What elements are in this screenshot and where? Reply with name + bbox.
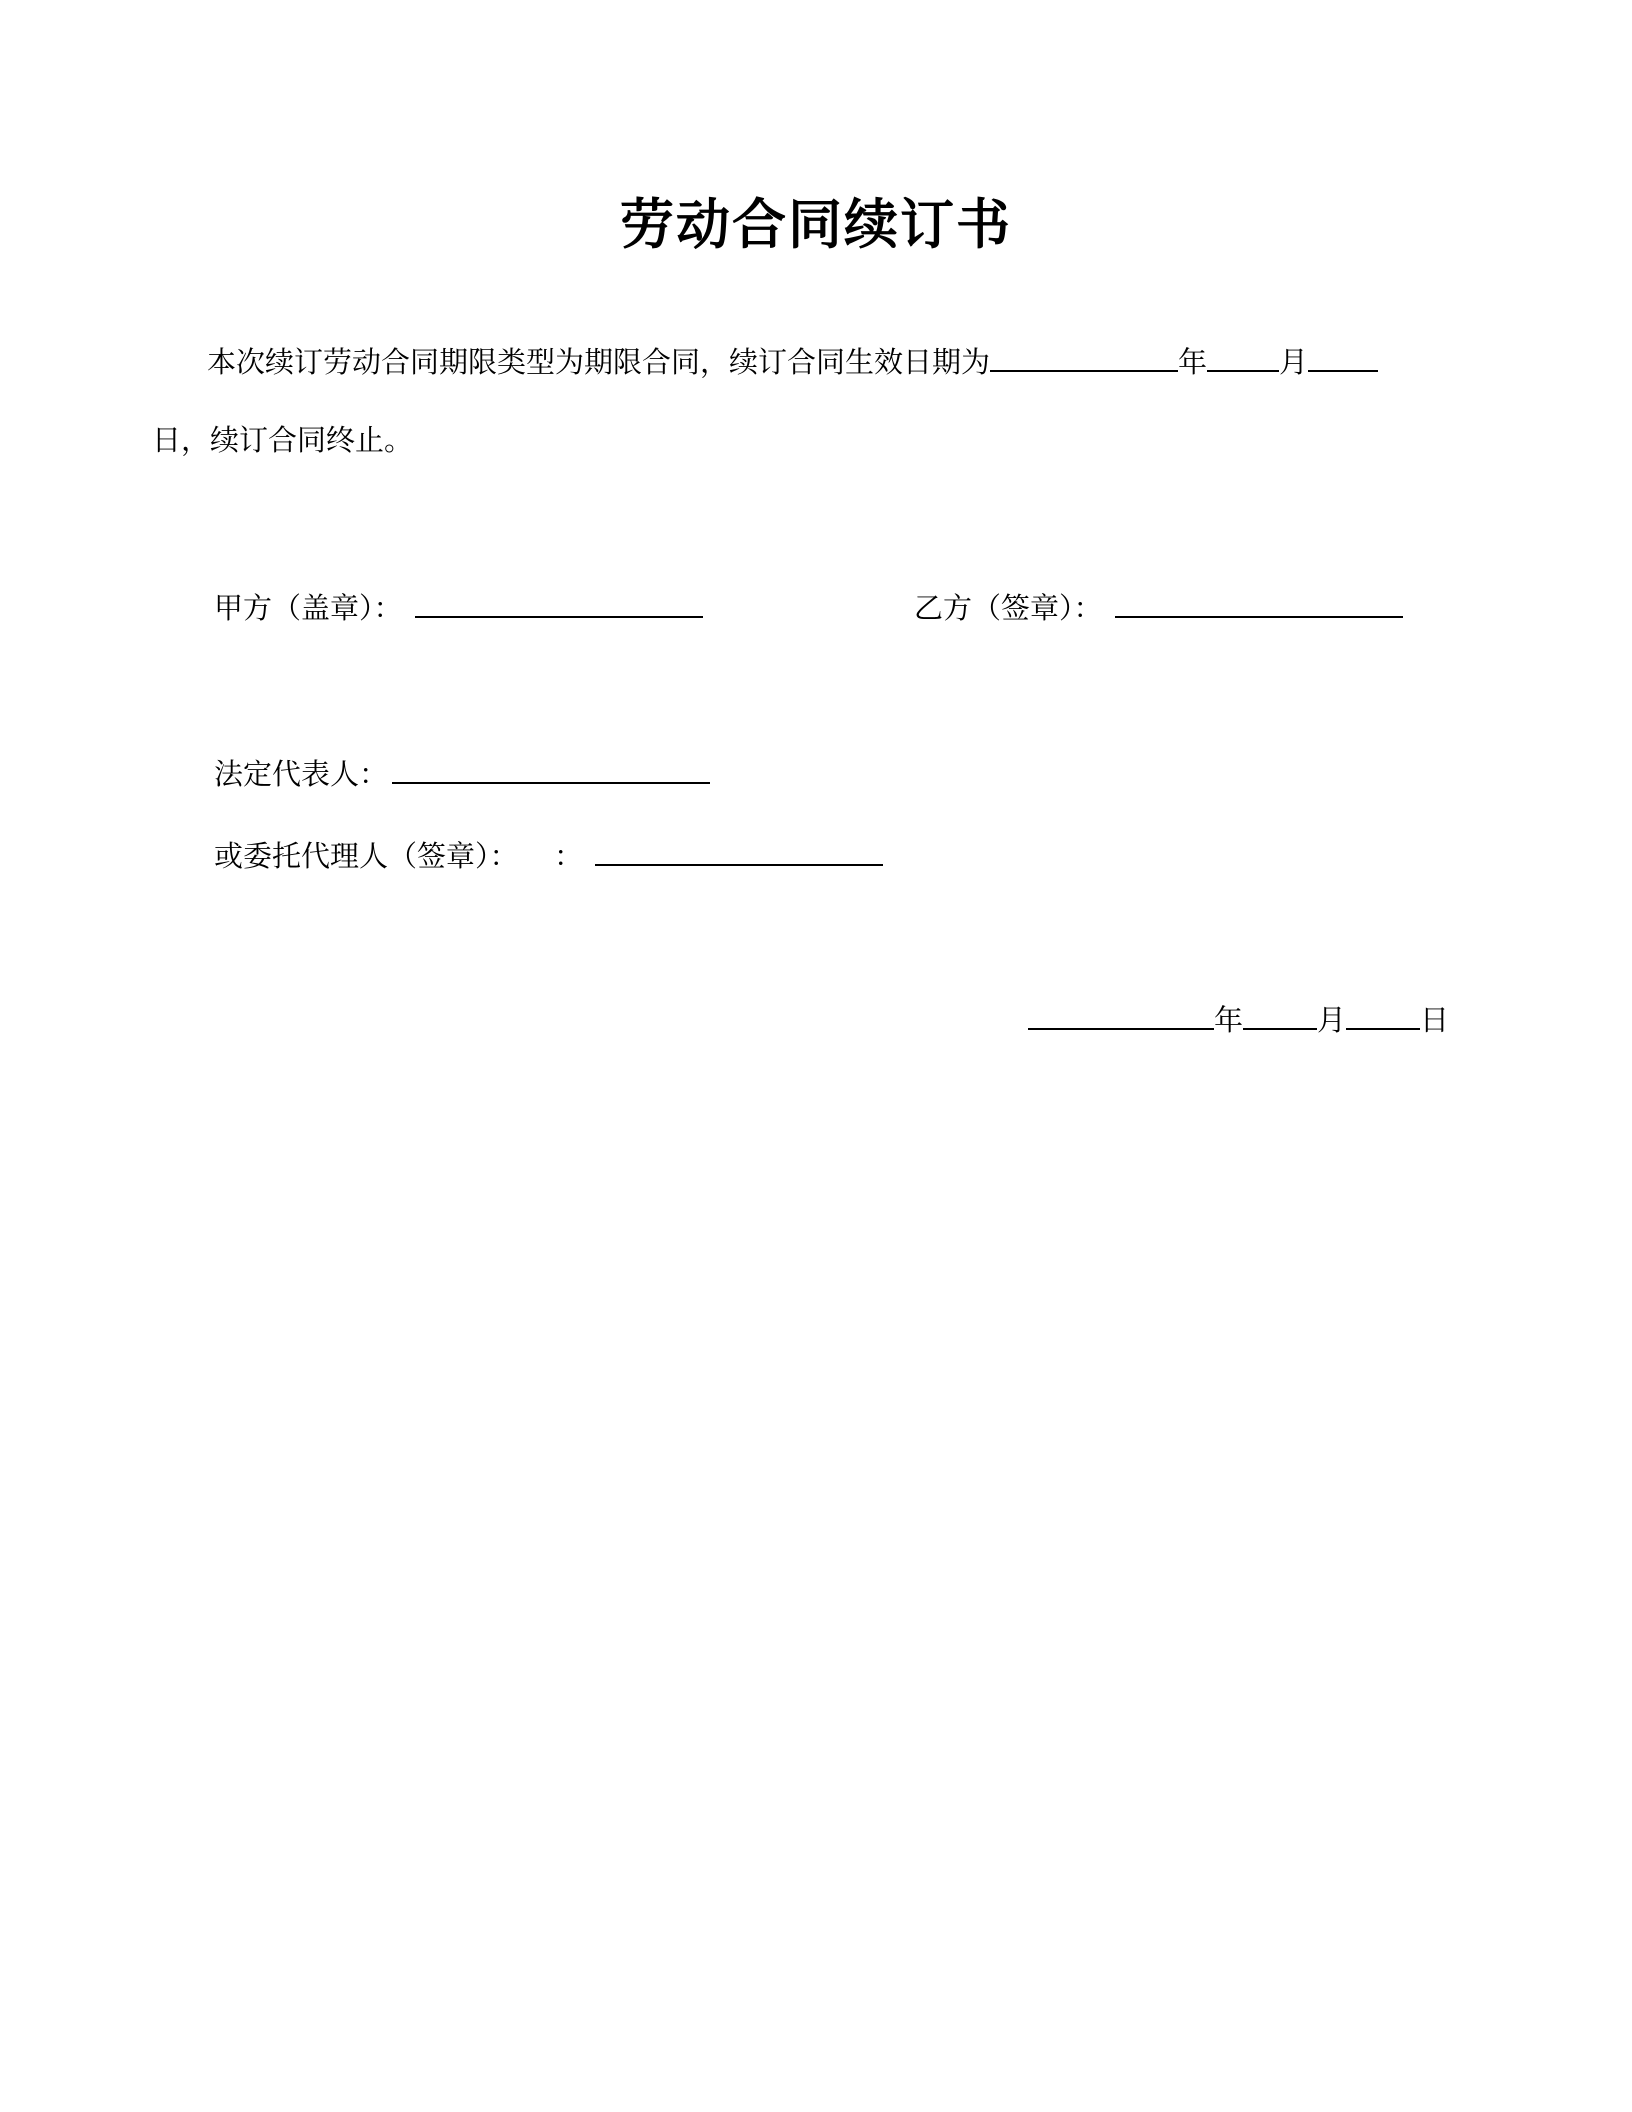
signing-year-label: 年 [1214, 1003, 1244, 1037]
effective-year-blank[interactable] [990, 338, 1178, 372]
effective-month-blank[interactable] [1207, 338, 1279, 372]
paragraph-line-2: 日，续订合同终止。 [152, 423, 414, 457]
signing-day-blank[interactable] [1346, 996, 1420, 1030]
party-b-label: 乙方（签章）： [914, 591, 1103, 625]
agent-signature-blank[interactable] [595, 832, 883, 866]
legal-representative [214, 750, 710, 794]
party-b-signature-blank[interactable] [1115, 584, 1403, 618]
signing-month-label: 月 [1317, 1003, 1347, 1037]
party-a-label: 甲方（盖章）： [214, 591, 403, 625]
paragraph-line-1 [207, 338, 1378, 382]
paragraph-text: 本次续订劳动合同期限类型为期限合同，续订合同生效日期为 [207, 345, 991, 379]
signing-year-blank[interactable] [1028, 996, 1214, 1030]
year-label: 年 [1178, 345, 1208, 379]
agent-colon: ： [554, 839, 584, 873]
signing-month-blank[interactable] [1243, 996, 1317, 1030]
signing-day-label: 日 [1420, 1003, 1450, 1037]
signing-date [1028, 996, 1449, 1040]
document-title: 劳动合同续订书 [620, 193, 1012, 256]
agent-label: 或委托代理人（签章）： [214, 839, 505, 873]
party-a-signature [214, 584, 703, 628]
legal-rep-blank[interactable] [392, 750, 710, 784]
party-b-signature [914, 584, 1403, 628]
month-label: 月 [1279, 345, 1309, 379]
party-a-signature-blank[interactable] [415, 584, 703, 618]
legal-rep-label: 法定代表人： [214, 757, 389, 791]
authorized-agent [214, 832, 883, 876]
effective-day-blank[interactable] [1308, 338, 1378, 372]
